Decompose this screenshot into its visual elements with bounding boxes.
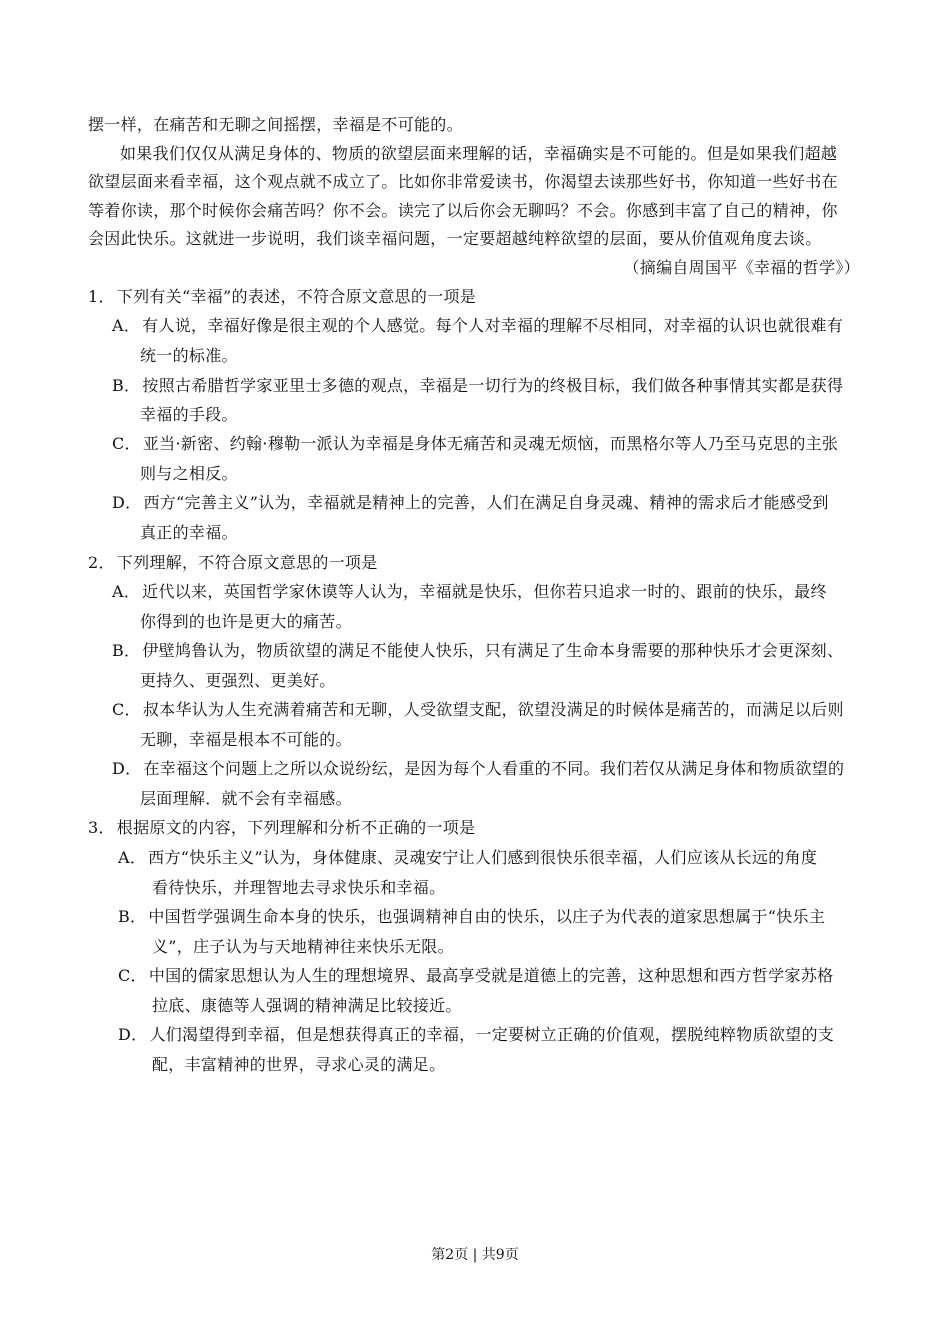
question-stem: 下列理解，不符合原文意思的一项是 xyxy=(116,553,378,572)
option-text: 则与之相反。 xyxy=(140,464,238,483)
option-label: A． xyxy=(112,316,141,335)
option-text: 西方“完善主义”认为，幸福就是精神上的完善，人们在满足自身灵魂、精神的需求后才能感受到 xyxy=(143,493,829,512)
option-text: 你得到的也许是更大的痛苦。 xyxy=(140,612,352,631)
option-text: 有人说，幸福好像是很主观的个人感觉。每个人对幸福的理解不尽相同，对幸福的认识也就很难有 xyxy=(142,316,844,335)
question-number: 2． xyxy=(88,553,115,572)
passage-line: 摆一样，在痛苦和无聊之间摇摆，幸福是不可能的。 xyxy=(88,115,463,134)
option-label: B． xyxy=(112,641,141,660)
option-row xyxy=(112,700,844,720)
option-text: 按照古希腊哲学家亚里士多德的观点，幸福是一切行为的终极目标，我们做各种事情其实都是获得 xyxy=(142,376,844,395)
question-number: 3． xyxy=(88,818,115,837)
option-text: 在幸福这个问题上之所以众说纷纭，是因为每个人看重的不同。我们若仅从满足身体和物质欲望的 xyxy=(143,759,845,778)
option-text: 亚当·新密、约翰·穆勒一派认为幸福是身体无痛苦和灵魂无烦恼，而黑格尔等人乃至马克思的主张 xyxy=(142,434,839,453)
option-row xyxy=(118,966,833,986)
question-number: 1． xyxy=(88,287,115,306)
option-label: A． xyxy=(112,582,141,601)
passage-line: 等着你读，那个时候你会痛苦吗？你不会。读完了以后你会无聊吗？不会。你感到丰富了自己的精神，你 xyxy=(88,201,838,220)
option-row xyxy=(112,316,843,336)
option-row xyxy=(118,848,817,868)
citation: （摘编自周国平《幸福的哲学》） xyxy=(623,258,860,277)
option-label: C． xyxy=(112,700,141,719)
option-label: D． xyxy=(118,1025,148,1044)
option-text: 看待快乐，并理智地去寻求快乐和幸福。 xyxy=(152,878,446,897)
option-text: 西方“快乐主义”认为，身体健康、灵魂安宁让人们感到很快乐很幸福，人们应该从长远的角度 xyxy=(148,848,818,867)
option-text: 幸福的手段。 xyxy=(140,405,238,424)
option-row xyxy=(118,1025,834,1045)
page-footer: 第2页 | 共9页 xyxy=(431,1247,519,1263)
option-label: C． xyxy=(112,434,141,453)
option-label: B． xyxy=(112,376,141,395)
question-stem: 根据原文的内容，下列理解和分析不正确的一项是 xyxy=(116,818,476,837)
question-row xyxy=(88,287,476,307)
option-label: D． xyxy=(112,759,142,778)
option-text: 无聊，幸福是根本不可能的。 xyxy=(140,730,352,749)
option-text: 中国哲学强调生命本身的快乐，也强调精神自由的快乐，以庄子为代表的道家思想属于“快乐主 xyxy=(148,907,826,926)
option-row xyxy=(112,376,843,396)
option-text: 伊壁鸠鲁认为，物质欲望的满足不能使人快乐，只有满足了生命本身需要的那种快乐才会更深刻、 xyxy=(142,641,844,660)
option-text: 中国的儒家思想认为人生的理想境界、最高享受就是道德上的完善，这种思想和西方哲学家苏格 xyxy=(148,966,834,985)
option-text: 更持久、更强烈、更美好。 xyxy=(140,671,336,690)
option-label: A． xyxy=(118,848,147,867)
question-stem: 下列有关“幸福”的表述，不符合原文意思的一项是 xyxy=(116,287,477,306)
option-text: 配，丰富精神的世界，寻求心灵的满足。 xyxy=(152,1055,446,1074)
question-row xyxy=(88,553,378,573)
option-text: 近代以来，英国哲学家休谟等人认为，幸福就是快乐，但你若只追求一时的、跟前的快乐，最终 xyxy=(142,582,827,601)
passage-line: 如果我们仅仅从满足身体的、物质的欲望层面来理解的话，幸福确实是不可能的。但是如果我们超越 xyxy=(120,144,838,163)
option-text: 叔本华认为人生充满着痛苦和无聊，人受欲望支配，欲望没满足的时候体是痛苦的，而满足以后则 xyxy=(142,700,844,719)
option-row xyxy=(112,493,829,513)
option-text: 人们渴望得到幸福，但是想获得真正的幸福，一定要树立正确的价值观，摆脱纯粹物质欲望的支 xyxy=(149,1025,835,1044)
question-row xyxy=(88,818,475,838)
option-text: 义”，庄子认为与天地精神往来快乐无限。 xyxy=(152,937,454,956)
passage-line: 会因此快乐。这就进一步说明，我们谈幸福问题，一定要超越纯粹欲望的层面，要从价值观角度去谈。 xyxy=(88,229,822,248)
option-label: D． xyxy=(112,493,142,512)
passage-line: 欲望层面来看幸福，这个观点就不成立了。比如你非常爱读书，你渴望去读那些好书，你知道一些好书在 xyxy=(88,172,838,191)
option-text: 真正的幸福。 xyxy=(140,523,238,542)
option-label: B． xyxy=(118,907,147,926)
option-label: C． xyxy=(118,966,147,985)
option-text: 层面理解．就不会有幸福感。 xyxy=(140,789,352,808)
option-row xyxy=(118,907,825,927)
option-row xyxy=(112,582,827,602)
option-text: 拉底、康德等人强调的精神满足比较接近。 xyxy=(152,996,462,1015)
option-row xyxy=(112,759,844,779)
option-row xyxy=(112,434,838,454)
option-text: 统一的标准。 xyxy=(140,346,238,365)
option-row xyxy=(112,641,843,661)
